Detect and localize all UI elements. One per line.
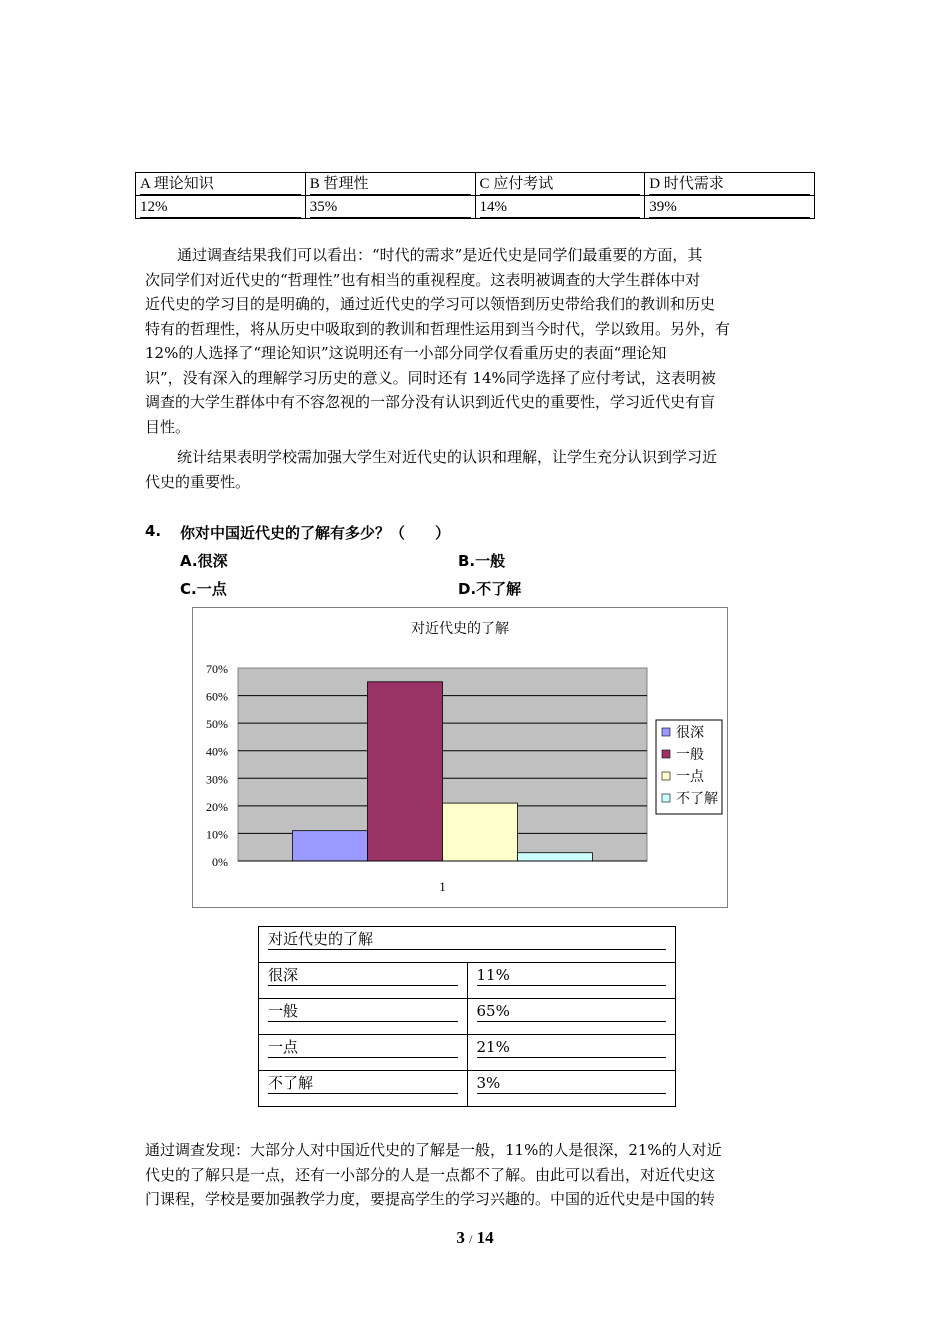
page-separator: / — [469, 1232, 473, 1246]
chart-legend — [656, 720, 722, 814]
table-row — [136, 173, 815, 196]
bar-3 — [443, 803, 518, 861]
table-header-cell: A 理论知识 — [140, 174, 301, 195]
survey-purpose-table — [135, 172, 815, 219]
analysis-paragraph-2 — [145, 445, 810, 494]
table-row — [136, 196, 815, 219]
table-cell: 39% — [649, 197, 810, 218]
bar-4 — [518, 853, 593, 861]
legend-swatch — [662, 750, 670, 758]
plot-area — [206, 662, 647, 894]
table-cell-label: 很深 — [268, 965, 458, 986]
page-number — [0, 1228, 950, 1248]
legend-label: 不了解 — [676, 792, 718, 807]
bar-1 — [293, 831, 368, 861]
table-title: 对近代史的了解 — [268, 929, 666, 950]
text-line: 通过调查结果我们可以看出：“时代的需求”是近代史是同学们最重要的方面，其 — [177, 246, 703, 264]
question-text: 你对中国近代史的了解有多少？（ ） — [180, 524, 451, 542]
knowledge-bar-chart — [192, 607, 728, 908]
legend-label: 一般 — [676, 748, 704, 763]
text-line: 通过调查发现：大部分人对中国近代史的了解是一般，11%的人是很深，21%的人对近 — [145, 1141, 722, 1159]
analysis-paragraph-3 — [145, 1138, 810, 1212]
table-cell-label: 一点 — [268, 1037, 458, 1058]
option-b: B.一般 — [458, 552, 506, 570]
option-a: A.很深 — [180, 552, 228, 570]
legend-label: 一点 — [676, 770, 704, 785]
option-d: D.不了解 — [458, 580, 522, 598]
current-page: 3 — [456, 1228, 465, 1247]
y-tick-label: 40% — [206, 744, 228, 759]
table-cell-value: 65% — [477, 1001, 667, 1022]
table-row — [259, 963, 676, 999]
table-cell-value: 3% — [477, 1073, 667, 1094]
table-cell-label: 一般 — [268, 1001, 458, 1022]
text-line: 12%的人选择了“理论知识”这说明还有一小部分同学仅看重历史的表面“理论知 — [145, 344, 667, 362]
option-c: C.一点 — [180, 580, 227, 598]
table-header-cell: B 哲理性 — [310, 174, 471, 195]
table-header-cell: C 应付考试 — [480, 174, 641, 195]
table-cell-value: 21% — [477, 1037, 667, 1058]
y-tick-label: 20% — [206, 799, 228, 814]
y-tick-label: 60% — [206, 689, 228, 704]
table-cell: 35% — [310, 197, 471, 218]
chart-svg — [193, 608, 727, 907]
table-cell: 14% — [480, 197, 641, 218]
total-pages: 14 — [476, 1228, 494, 1247]
legend-swatch — [662, 728, 670, 736]
legend-swatch — [662, 794, 670, 802]
text-line: 调查的大学生群体中有不容忽视的一部分没有认识到近代史的重要性，学习近代史有盲 — [145, 393, 716, 411]
table-row — [259, 1071, 676, 1107]
text-line: 次同学们对近代史的“哲理性”也有相当的重视程度。这表明被调查的大学生群体中对 — [145, 270, 701, 289]
table-cell-label: 不了解 — [268, 1073, 458, 1094]
table-header-cell: D 时代需求 — [649, 174, 810, 195]
text-line: 特有的哲理性，将从历史中吸取到的教训和哲理性运用到当今时代，学以致用。另外，有 — [145, 319, 731, 338]
y-tick-label: 50% — [206, 717, 228, 732]
table-row — [259, 927, 676, 963]
text-line: 代史的了解只是一点，还有一小部分的人是一点都不了解。由此可以看出，对近代史这 — [145, 1165, 716, 1184]
table-row — [259, 1035, 676, 1071]
legend-label: 很深 — [676, 726, 704, 741]
x-tick-label: 1 — [439, 879, 446, 894]
text-line: 代史的重要性。 — [145, 472, 251, 491]
y-tick-label: 70% — [206, 662, 228, 676]
question-number: 4. — [145, 522, 162, 540]
y-tick-label: 0% — [212, 855, 228, 869]
knowledge-table — [258, 926, 676, 1107]
y-tick-label: 10% — [206, 827, 228, 842]
bar-2 — [368, 682, 443, 861]
legend-swatch — [662, 772, 670, 780]
text-line: 近代史的学习目的是明确的，通过近代史的学习可以领悟到历史带给我们的教训和历史 — [145, 295, 716, 313]
text-line: 识”，没有深入的理解学习历史的意义。同时还有 14%同学选择了应付考试，这表明被 — [145, 368, 716, 387]
table-cell: 12% — [140, 197, 301, 218]
analysis-paragraph-1 — [145, 243, 810, 439]
text-line: 门课程，学校是要加强教学力度，要提高学生的学习兴趣的。中国的近代史是中国的转 — [145, 1190, 716, 1208]
table-row — [259, 999, 676, 1035]
text-line: 统计结果表明学校需加强大学生对近代史的认识和理解，让学生充分认识到学习近 — [177, 448, 718, 466]
y-tick-label: 30% — [206, 772, 228, 787]
chart-title: 对近代史的了解 — [411, 622, 509, 637]
text-line: 目性。 — [145, 417, 191, 436]
table-cell-value: 11% — [477, 965, 667, 986]
